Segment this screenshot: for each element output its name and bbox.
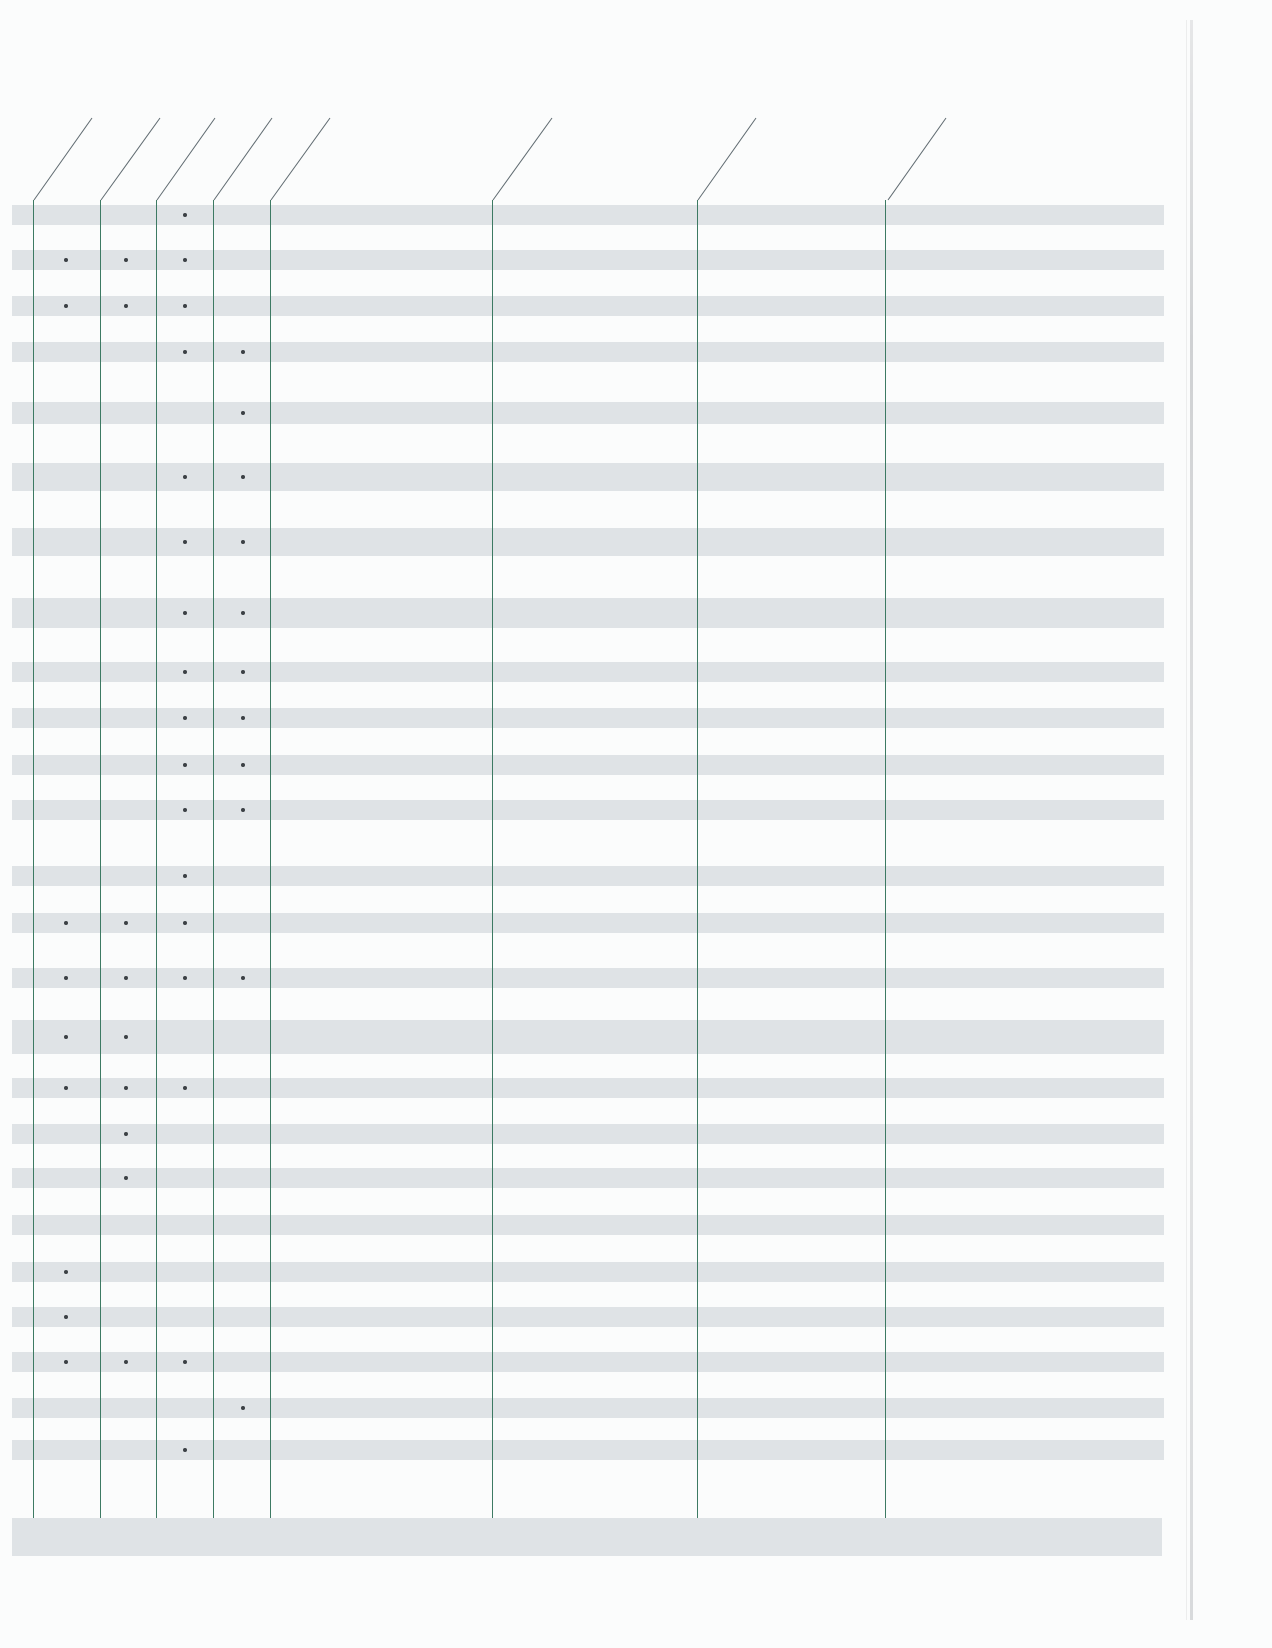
bullet-marker (64, 304, 68, 308)
bullet-marker (124, 258, 128, 262)
table-row (12, 402, 1164, 424)
bullet-marker (183, 258, 187, 262)
scan-edge (1190, 20, 1193, 1620)
header-diagonal-5 (271, 118, 330, 200)
column-divider (156, 200, 157, 1518)
bullet-marker (124, 976, 128, 980)
header-diagonal-8 (888, 118, 946, 200)
header-diagonal-4 (214, 118, 272, 200)
bullet-marker (241, 716, 245, 720)
bullet-marker (183, 304, 187, 308)
bullet-marker (241, 976, 245, 980)
bullet-marker (183, 1360, 187, 1364)
bullet-marker (241, 411, 245, 415)
bullet-marker (183, 976, 187, 980)
bullet-marker (124, 1360, 128, 1364)
bullet-marker (64, 1086, 68, 1090)
column-divider (885, 200, 886, 1518)
column-divider (697, 200, 698, 1518)
bullet-marker (183, 874, 187, 878)
bullet-marker (241, 611, 245, 615)
header-diagonal-1 (34, 118, 92, 200)
scan-edge-faint (1186, 20, 1187, 1620)
column-divider (33, 200, 34, 1518)
bullet-marker (183, 540, 187, 544)
bullet-marker (183, 716, 187, 720)
column-divider (270, 200, 271, 1518)
header-diagonal-6 (493, 118, 552, 200)
bullet-marker (183, 1448, 187, 1452)
bullet-marker (64, 1035, 68, 1039)
bullet-marker (241, 1406, 245, 1410)
column-header-diagonals (0, 110, 1000, 205)
header-diagonal-3 (157, 118, 215, 200)
footnote-band (12, 1518, 1162, 1556)
bullet-marker (183, 808, 187, 812)
bullet-marker (124, 1176, 128, 1180)
bullet-marker (183, 921, 187, 925)
table-row (12, 1020, 1164, 1054)
bullet-marker (64, 1315, 68, 1319)
bullet-marker (241, 670, 245, 674)
bullet-marker (183, 350, 187, 354)
header-diagonal-2 (101, 118, 160, 200)
bullet-marker (183, 1086, 187, 1090)
bullet-marker (124, 1086, 128, 1090)
header-diagonal-7 (698, 118, 756, 200)
bullet-marker (64, 1360, 68, 1364)
bullet-marker (124, 304, 128, 308)
column-divider (492, 200, 493, 1518)
bullet-marker (241, 763, 245, 767)
table-row (12, 1168, 1164, 1188)
bullet-marker (124, 1035, 128, 1039)
bullet-marker (241, 808, 245, 812)
bullet-marker (241, 475, 245, 479)
bullet-marker (183, 213, 187, 217)
table-row (12, 1398, 1164, 1418)
bullet-marker (183, 611, 187, 615)
bullet-marker (183, 475, 187, 479)
table-row (12, 1307, 1164, 1327)
column-divider (213, 200, 214, 1518)
table-row (12, 1215, 1164, 1235)
bullet-marker (64, 258, 68, 262)
table-row (12, 1124, 1164, 1144)
table-row (12, 1262, 1164, 1282)
bullet-marker (64, 1270, 68, 1274)
column-divider (100, 200, 101, 1518)
bullet-marker (64, 921, 68, 925)
bullet-marker (241, 350, 245, 354)
bullet-marker (64, 976, 68, 980)
bullet-marker (124, 921, 128, 925)
bullet-marker (124, 1132, 128, 1136)
bullet-marker (241, 540, 245, 544)
bullet-marker (183, 763, 187, 767)
bullet-marker (183, 670, 187, 674)
